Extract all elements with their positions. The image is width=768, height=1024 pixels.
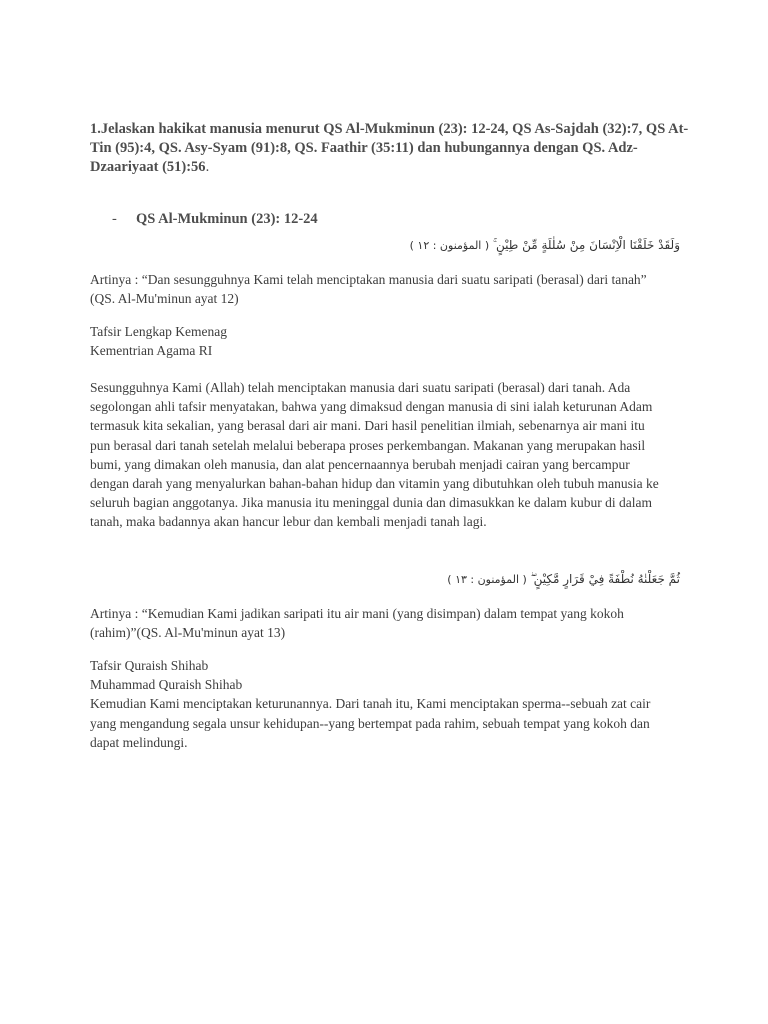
section-heading — [112, 211, 318, 228]
arabic-reference: ( المؤمنون : ١٢ ) — [409, 239, 490, 252]
translation-line: (QS. Al-Mu'minun ayat 12) — [90, 291, 239, 307]
section-title: QS Al-Mukminun (23): 12-24 — [136, 211, 318, 227]
body-line: segolongan ahli tafsir menyatakan, bahwa yang dimaksud dengan manusia di sini ialah keturunan Adam — [90, 399, 653, 415]
translation-verse-13 — [90, 604, 675, 642]
translation-line: Artinya : “Kemudian Kami jadikan saripati itu air mani (yang disimpan) dalam tempat yang kokoh — [90, 606, 624, 621]
source-line: Kementrian Agama RI — [90, 343, 213, 359]
body-line: seluruh bagian anggotanya. Jika manusia itu meninggal dunia dan dimasukkan ke dalam kubur di dalam — [90, 495, 652, 511]
arabic-text: ثُمَّ جَعَلْنٰهُ نُطْفَةً فِيْ قَرَارٍ مَّكِيْنٍ ۖ — [530, 572, 680, 586]
body-line: termasuk kita sekalian, yang berasal dari air mani. Dari hasil penelitian ilmiah, sebenarnya air mani itu — [90, 418, 645, 434]
tafsir-quraish-shihab — [90, 656, 675, 752]
source-line: Tafsir Quraish Shihab — [90, 658, 209, 673]
question-line: Tin (95):4, QS. Asy-Syam (91):8, QS. Faathir (35:11) dan hubungannya dengan QS. Adz- — [90, 140, 638, 156]
translation-line: Artinya : “Dan sesungguhnya Kami telah menciptakan manusia dari suatu saripati (berasal) dari tanah” — [90, 272, 647, 287]
arabic-reference: ( المؤمنون : ١٣ ) — [447, 573, 527, 586]
question-line: 1.Jelaskan hakikat manusia menurut QS Al-Mukminun (23): 12-24, QS As-Sajdah (32):7, QS At- — [90, 121, 689, 137]
body-line: tanah, maka badannya akan hancur lebur dan kembali menjadi tanah lagi. — [90, 514, 487, 530]
question-heading — [90, 120, 689, 177]
body-line: Kemudian Kami menciptakan keturunannya. Dari tanah itu, Kami menciptakan sperma--sebuah zat cair — [90, 696, 651, 712]
tafsir-body-kemenag — [90, 378, 675, 532]
bullet-dash: - — [112, 211, 117, 227]
body-line: yang mengandung segala unsur kehidupan--yang bertempat pada rahim, sebuah tempat yang kokoh dan — [90, 715, 650, 731]
body-line: dengan darah yang menyalurkan bahan-bahan hidup dan vitamin yang dibutuhkan oleh tubuh manusia ke — [90, 476, 659, 492]
body-line: pun berasal dari tanah setelah melalui beberapa proses perkembangan. Makanan yang merupakan hasil — [90, 437, 646, 453]
body-line: bumi, yang dimakan oleh manusia, dan alat pencernaannya berubah menjadi cairan yang bercampur — [90, 456, 630, 472]
arabic-verse-12 — [100, 238, 680, 253]
source-line: Tafsir Lengkap Kemenag — [90, 324, 227, 339]
tafsir-source-kemenag — [90, 322, 675, 360]
arabic-text: وَلَقَدْ خَلَقْنَا الْاِنْسَانَ مِنْ سُلٰلَةٍ مِّنْ طِيْنٍ ۚ — [492, 238, 680, 252]
body-line: Sesungguhnya Kami (Allah) telah menciptakan manusia dari suatu saripati (berasal) dari tanah. Ada — [90, 380, 631, 395]
question-end: . — [205, 159, 210, 175]
source-line: Muhammad Quraish Shihab — [90, 677, 243, 693]
translation-line: (rahim)”(QS. Al-Mu'minun ayat 13) — [90, 625, 286, 641]
translation-verse-12 — [90, 270, 675, 308]
arabic-verse-13 — [100, 572, 680, 587]
body-line: dapat melindungi. — [90, 734, 188, 750]
question-line: Dzaariyaat (51):56. — [90, 159, 210, 175]
